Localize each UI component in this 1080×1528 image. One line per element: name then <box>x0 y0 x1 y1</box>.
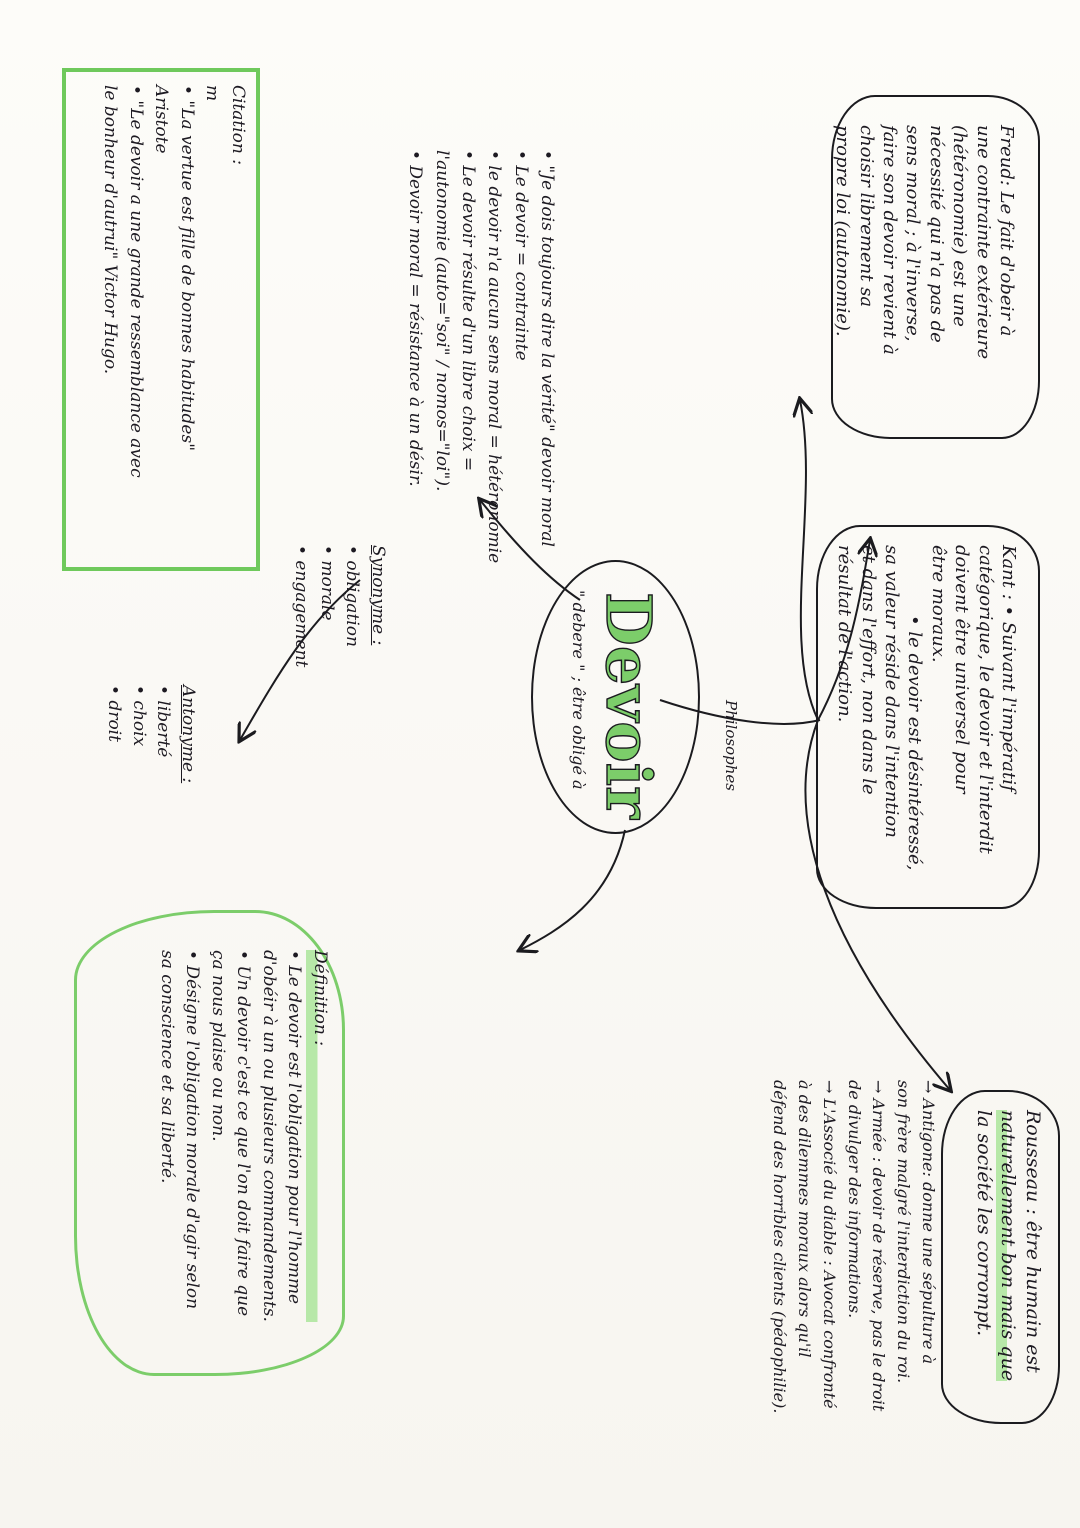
notes-list <box>402 150 560 563</box>
definition-line: • Le devoir est l'obligation pour l'homme <box>284 950 305 1305</box>
freud-line: une contrainte extérieure <box>972 125 994 360</box>
kant-line: et dans l'effort, non dans le <box>857 545 879 795</box>
example-line: son frère malgré l'interdiction du roi. <box>894 1080 914 1384</box>
note-line: • le devoir n'a aucun sens moral = hétéronomie <box>484 150 505 564</box>
rousseau-text <box>971 1110 1045 1381</box>
example-line: → Antigone: donne une sépulture à <box>919 1080 938 1365</box>
antonym-item: • choix <box>128 685 149 747</box>
note-line: • "Je dois toujours dire la vérité" devoir moral <box>537 150 557 547</box>
center-title: Devoir <box>592 592 665 819</box>
freud-line: choisir librement sa <box>855 125 877 308</box>
rousseau-line: naturellement bon mais que <box>997 1110 1020 1382</box>
freud-text <box>831 125 1018 359</box>
kant-line: résultat de l'action. <box>834 545 856 723</box>
synonym-block <box>288 545 390 667</box>
citation-line: le bonheur d'autrui" Victor Hugo. <box>100 85 121 375</box>
kant-line: Kant : • Suivant l'impératif <box>998 545 1019 792</box>
antonym-title: Antonyme : <box>178 685 198 784</box>
kant-text <box>833 545 1020 870</box>
kant-line: • le devoir est désintéressé, <box>904 615 926 871</box>
citation-block <box>97 85 250 478</box>
freud-line: faire son devoir revient à <box>879 125 901 355</box>
definition-block <box>154 950 333 1322</box>
freud-line: sens moral ; à l'inverse, <box>902 125 924 342</box>
note-line: • Le devoir résulte d'un libre choix = <box>457 150 478 472</box>
example-line: de divulger des informations. <box>844 1080 864 1319</box>
synonym-item: • morale <box>317 545 337 621</box>
definition-line: ça nous plaise ou non. <box>208 950 228 1142</box>
synonym-item: • engagement <box>291 545 312 668</box>
example-line: à des dilemmes moraux alors qu'il <box>795 1080 815 1358</box>
antonym-item: • droit <box>104 685 125 742</box>
note-line: • Le devoir = contrainte <box>510 150 531 361</box>
example-line: → Armée : devoir de réserve, pas le droit <box>869 1080 889 1412</box>
connector-to-definition <box>520 830 625 950</box>
citation-line: Aristote <box>151 85 172 154</box>
kant-line: sa valeur réside dans l'intention <box>881 545 903 838</box>
freud-line: nécessité qui n'a pas de <box>925 125 947 343</box>
citation-scribble: m <box>202 85 223 104</box>
kant-line: doivent être universel pour <box>951 545 973 794</box>
citation-line: • "Le devoir a une grande ressemblance avec <box>126 85 146 478</box>
examples-list <box>766 1080 940 1413</box>
definition-title: Définition : <box>307 950 333 1322</box>
rousseau-line: la société les corrompt. <box>972 1110 995 1337</box>
antonym-item: • liberté <box>153 685 174 758</box>
note-line: • Devoir moral = résistance à un désir. <box>405 150 426 487</box>
definition-line: • Un devoir c'est ce que l'on doit faire que <box>233 950 254 1317</box>
example-line: défend des horribles clients (pédophilie). <box>770 1080 790 1414</box>
freud-line: Freud: Le fait d'obeir à <box>996 125 1017 337</box>
antonym-block <box>101 685 200 783</box>
definition-line: • Désigne l'obligation morale d'agir selon <box>182 950 203 1310</box>
kant-line: catégorique, le devoir et l'interdit <box>974 545 996 854</box>
freud-line: propre loi (autonomie). <box>832 125 854 337</box>
note-line: l'autonomie (auto="soi" / nomos="loi"). <box>431 150 452 492</box>
synonym-title: Synonyme : <box>368 545 388 646</box>
citation-line: • "La vertue est fille de bonnes habitudes" <box>177 85 197 452</box>
freud-line: (hétéronomie) est une <box>949 125 971 327</box>
synonym-item: • obligation <box>342 545 363 647</box>
definition-line: d'obéir à un ou plusieurs commandements. <box>259 950 279 1322</box>
definition-line: sa conscience et sa liberté. <box>157 950 177 1184</box>
rousseau-line: Rousseau : être humain est <box>1022 1110 1044 1373</box>
citation-title: Citation : <box>228 85 248 165</box>
philosophes-label: Philosophes <box>722 700 740 791</box>
example-line: → L'Associé du diable : Avocat confronté <box>819 1080 839 1409</box>
center-etymology: " debere " ; être obligé à <box>569 590 588 790</box>
kant-line: être moraux. <box>927 545 949 663</box>
